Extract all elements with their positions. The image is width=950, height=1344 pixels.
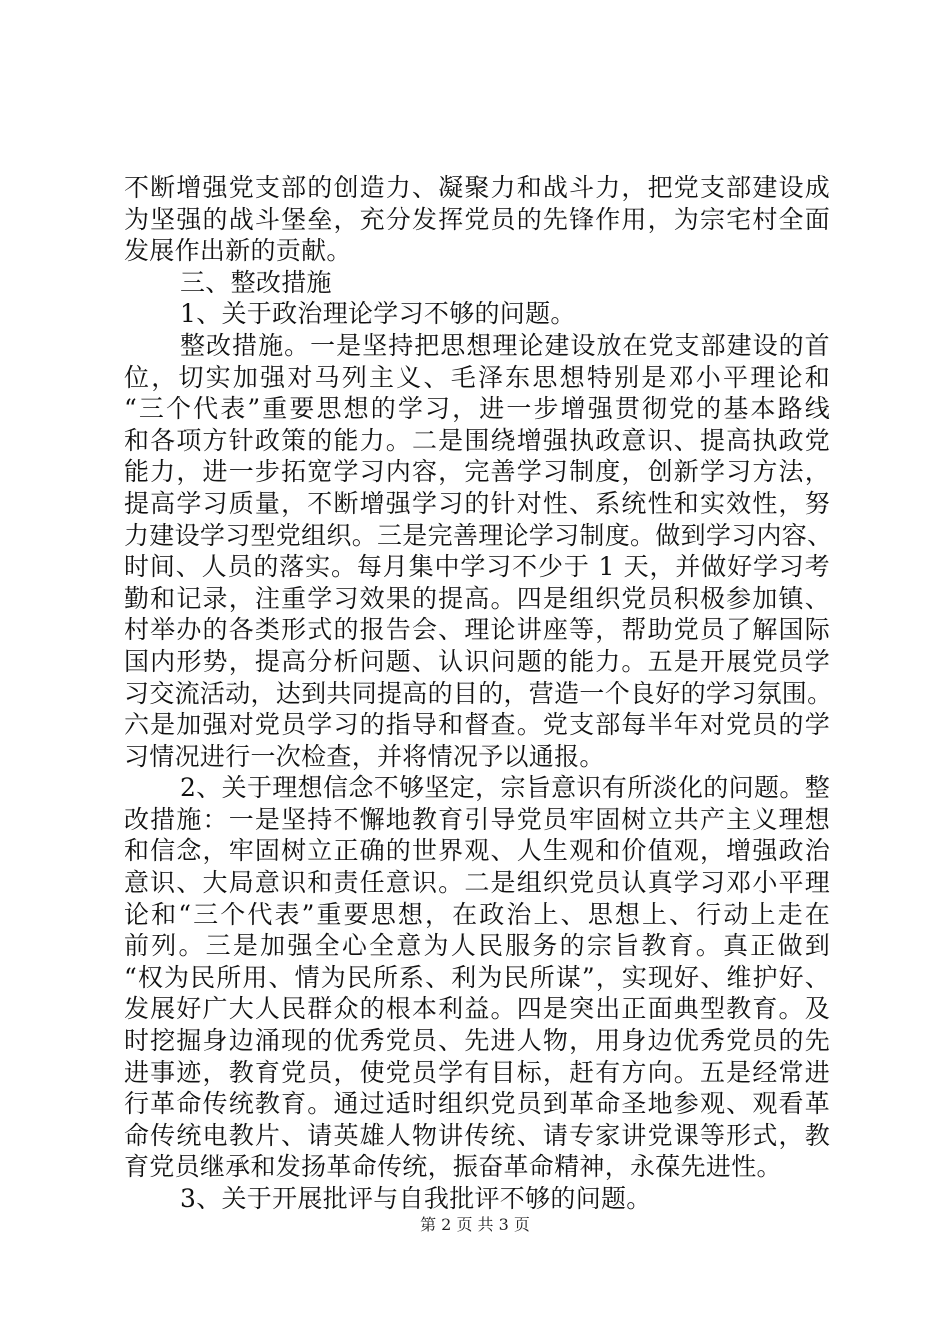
text-line: 改措施：一是坚持不懈地教育引导党员牢固树立共产主义理想 [124, 804, 830, 834]
text-line: 位，切实加强对马列主义、毛泽东思想特别是邓小平理论和 [124, 362, 830, 392]
text-line: 习情况进行一次检查，并将情况予以通报。 [124, 741, 605, 771]
text-line: 和信念，牢固树立正确的世界观、人生观和价值观，增强政治 [124, 836, 830, 866]
text-line: 论和“三个代表”重要思想，在政治上、思想上、行动上走在 [124, 899, 830, 929]
text-line: 命传统电教片、请英雄人物讲传统、请专家讲党课等形式，教 [124, 1120, 830, 1150]
text-line: 前列。三是加强全心全意为人民服务的宗旨教育。真正做到 [124, 931, 830, 961]
text-line: 整改措施。一是坚持把思想理论建设放在党支部建设的首 [180, 330, 830, 360]
text-line: 力建设学习型党组织。三是完善理论学习制度。做到学习内容、 [124, 520, 833, 550]
text-line: 时挖掘身边涌现的优秀党员、先进人物，用身边优秀党员的先 [124, 1026, 830, 1056]
text-line: 发展作出新的贡献。 [124, 236, 352, 266]
text-line: 国内形势，提高分析问题、认识问题的能力。五是开展党员学 [124, 646, 830, 676]
text-line: 时间、人员的落实。每月集中学习不少于 1 天，并做好学习考 [124, 552, 830, 582]
text-line: 为坚强的战斗堡垒，充分发挥党员的先锋作用，为宗宅村全面 [124, 204, 830, 234]
page-footer: 第 2 页 共 3 页 [420, 1215, 530, 1234]
text-line: 育党员继承和发扬革命传统，振奋革命精神，永葆先进性。 [124, 1152, 782, 1182]
text-line: 能力，进一步拓宽学习内容，完善学习制度，创新学习方法， [124, 457, 830, 487]
text-line: 3、关于开展批评与自我批评不够的问题。 [180, 1184, 652, 1213]
text-line: 1、关于政治理论学习不够的问题。 [180, 299, 576, 329]
text-line: 三、整改措施 [180, 267, 332, 297]
document-body [124, 172, 833, 1215]
text-line: 习交流活动，达到共同提高的目的，营造一个良好的学习氛围。 [124, 678, 833, 708]
text-line: 2、关于理想信念不够坚定，宗旨意识有所淡化的问题。整 [180, 773, 830, 803]
text-line: 六是加强对党员学习的指导和督查。党支部每半年对党员的学 [124, 710, 830, 740]
text-line: “权为民所用、情为民所系、利为民所谋”，实现好、维护好、 [124, 962, 830, 992]
text-line: 不断增强党支部的创造力、凝聚力和战斗力，把党支部建设成 [124, 173, 830, 202]
text-line: 意识、大局意识和责任意识。二是组织党员认真学习邓小平理 [124, 868, 830, 898]
text-line: 村举办的各类形式的报告会、理论讲座等，帮助党员了解国际 [124, 615, 830, 645]
text-line: 提高学习质量，不断增强学习的针对性、系统性和实效性，努 [124, 488, 830, 518]
text-line: 和各项方针政策的能力。二是围绕增强执政意识、提高执政党 [124, 425, 830, 455]
text-line: 行革命传统教育。通过适时组织党员到革命圣地参观、观看革 [124, 1089, 830, 1119]
text-line: 勤和记录，注重学习效果的提高。四是组织党员积极参加镇、 [124, 583, 830, 613]
text-line: 进事迹，教育党员，使党员学有目标，赶有方向。五是经常进 [124, 1057, 830, 1087]
text-line: 发展好广大人民群众的根本利益。四是突出正面典型教育。及 [124, 994, 830, 1024]
text-line: “三个代表”重要思想的学习，进一步增强贯彻党的基本路线 [124, 394, 830, 424]
